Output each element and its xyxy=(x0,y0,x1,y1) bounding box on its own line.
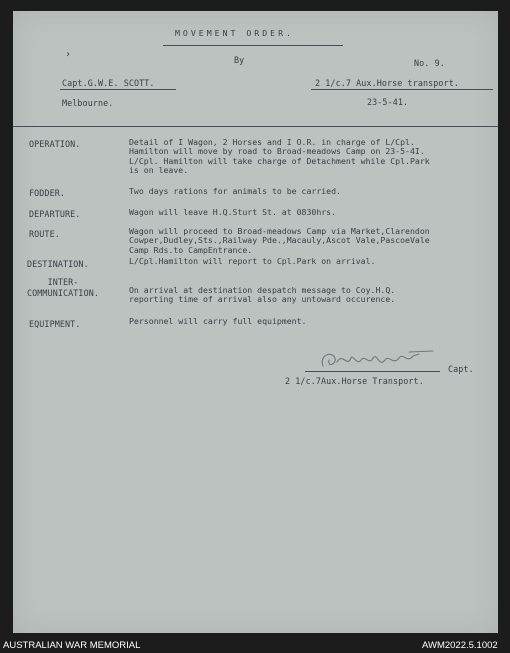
section-label-fodder: FODDER. xyxy=(29,188,65,198)
margin-mark: › xyxy=(65,49,72,60)
section-text-fodder: Two days rations for animals to be carried. xyxy=(129,186,341,196)
issuer-underline xyxy=(60,89,176,90)
title-underline xyxy=(163,45,343,46)
signature-rank: Capt. xyxy=(448,364,474,374)
section-label-equipment: EQUIPMENT. xyxy=(29,319,81,329)
document-title: MOVEMENT ORDER. xyxy=(175,28,294,38)
section-label-destination: DESTINATION. xyxy=(27,259,89,269)
order-date: 23-5-41. xyxy=(367,97,409,107)
document-page xyxy=(13,11,498,633)
header-divider xyxy=(13,126,498,127)
issuer-location: Melbourne. xyxy=(62,98,114,108)
section-label-intercommunication: INTER- COMMUNICATION. xyxy=(27,277,99,298)
section-text-departure: Wagon will leave H.Q.Sturt St. at 0830hrs. xyxy=(129,207,337,217)
section-text-equipment: Personnel will carry full equipment. xyxy=(129,316,307,326)
signature-unit: 2 1/c.7Aux.Horse Transport. xyxy=(285,376,424,386)
unit-header: 2 1/c.7 Aux.Horse transport. xyxy=(315,78,459,88)
by-label: By xyxy=(234,55,245,65)
section-label-route: ROUTE. xyxy=(29,229,60,239)
institution-label: AUSTRALIAN WAR MEMORIAL xyxy=(3,640,141,651)
section-label-departure: DEPARTURE. xyxy=(29,209,81,219)
unit-underline xyxy=(311,89,493,90)
section-label-operation: OPERATION. xyxy=(29,139,81,149)
accession-number: AWM2022.5.1002 xyxy=(422,640,498,651)
section-text-intercommunication: On arrival at destination despatch message to Coy.H.Q. reporting time of arrival also any untoward occurence. xyxy=(129,285,396,305)
signature-line xyxy=(305,371,440,372)
section-text-destination: L/Cpl.Hamilton will report to Cpl.Park on arrival. xyxy=(129,256,376,266)
section-text-route: Wagon will proceed to Broad-meadows Camp via Market,Clarendon Cowper,Dudley,Sts.,Railway Pde.,Macauly,Ascot Vale,PascoeVale Camp Rds.to CampEntrance. xyxy=(129,226,430,255)
issuer-name: Capt.G.W.E. SCOTT. xyxy=(62,78,155,88)
section-text-operation: Detail of I Wagon, 2 Horses and I O.R. in charge of L/Cpl. Hamilton will move by road to Broad-meadows Camp on 23-5-4I. L/Cpl. Hamilton will take charge of Detachment while Cpl.Park is on leave. xyxy=(129,137,430,176)
order-number: No. 9. xyxy=(414,58,445,68)
